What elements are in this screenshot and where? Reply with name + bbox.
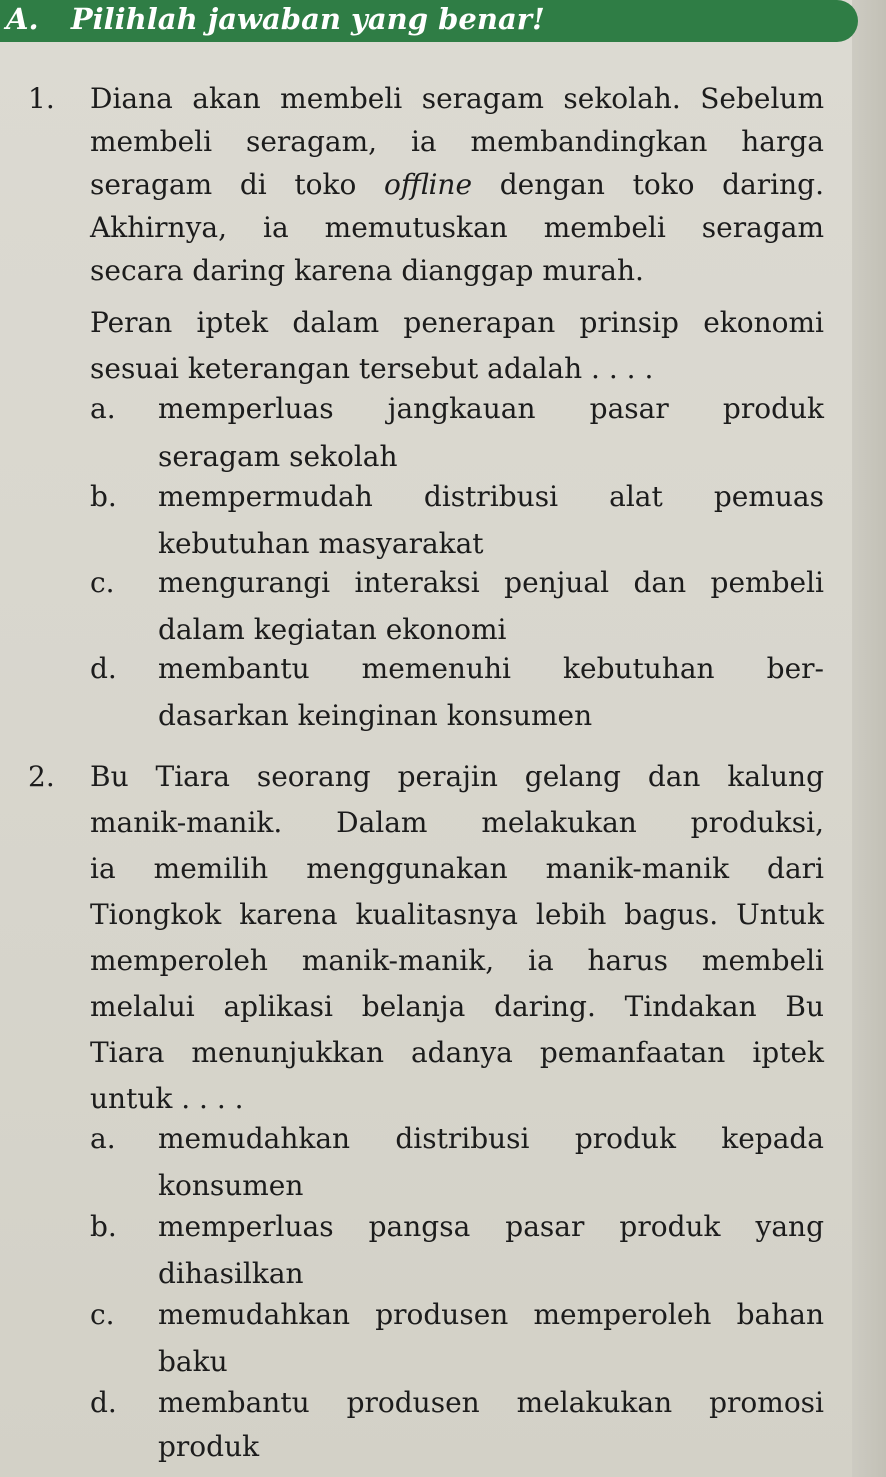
question-stem-line: untuk . . . . (90, 1082, 244, 1115)
question-number: 2. (28, 760, 55, 793)
option-text-line: membantu memenuhi kebutuhan ber- (158, 652, 824, 685)
option-text-line: seragam sekolah (158, 440, 398, 473)
option-text-line: memperluas jangkauan pasar produk (158, 392, 824, 425)
option-text-line: membantu produsen melakukan promosi (158, 1386, 824, 1419)
question-number: 1. (28, 82, 55, 115)
option-text-line: dihasilkan (158, 1257, 304, 1290)
option-text-line: kebutuhan masyarakat (158, 527, 484, 560)
section-header-bar (0, 0, 858, 42)
option-letter: b. (90, 1210, 117, 1243)
option-letter: d. (90, 652, 117, 685)
question-stem-line: Tiara menunjukkan adanya pemanfaatan iptek (90, 1036, 824, 1069)
option-text-line: baku (158, 1345, 228, 1378)
question-stem-line: manik-manik. Dalam melakukan produksi, (90, 806, 824, 839)
question-stem-line: Tiongkok karena kualitasnya lebih bagus. Untuk (90, 898, 824, 931)
option-letter: b. (90, 480, 117, 513)
question-stem-line: Diana akan membeli seragam sekolah. Sebelum (90, 82, 824, 115)
option-letter: c. (90, 566, 115, 599)
option-text-line: dalam kegiatan ekonomi (158, 613, 507, 646)
question-prompt-line: Peran iptek dalam penerapan prinsip ekonomi (90, 306, 824, 339)
option-text-line: mempermudah distribusi alat pemuas (158, 480, 824, 513)
question-stem-line: Akhirnya, ia memutuskan membeli seragam (90, 211, 824, 244)
section-title (6, 2, 545, 36)
question-stem-line: memperoleh manik-manik, ia harus membeli (90, 944, 824, 977)
option-text-line: mengurangi interaksi penjual dan pembeli (158, 566, 824, 599)
option-letter: a. (90, 1122, 116, 1155)
option-text-line: konsumen (158, 1169, 304, 1202)
option-letter: a. (90, 392, 116, 425)
page-edge-shadow (852, 0, 886, 1477)
question-stem-line: membeli seragam, ia membandingkan harga (90, 125, 824, 158)
section-instruction: Pilihlah jawaban yang benar! (70, 2, 545, 36)
option-letter: d. (90, 1386, 117, 1419)
question-stem-line: secara daring karena dianggap murah. (90, 254, 644, 287)
option-letter: c. (90, 1298, 115, 1331)
option-text-line: memudahkan distribusi produk kepada (158, 1122, 824, 1155)
option-text-line: memperluas pangsa pasar produk yang (158, 1210, 824, 1243)
stem-text-after-italic: dengan toko daring. (472, 168, 824, 201)
option-text-line: dasarkan keinginan konsumen (158, 699, 593, 732)
question-prompt-line: sesuai keterangan tersebut adalah . . . . (90, 352, 654, 385)
question-stem-line: melalui aplikasi belanja daring. Tindakan Bu (90, 990, 824, 1023)
stem-text-before-italic: seragam di toko (90, 168, 385, 201)
question-stem-line (90, 168, 824, 202)
section-label: A. (6, 2, 39, 36)
stem-italic-term: offline (384, 168, 473, 201)
option-text-line: produk (158, 1430, 260, 1463)
question-stem-line: ia memilih menggunakan manik-manik dari (90, 852, 824, 885)
option-text-line: memudahkan produsen memperoleh bahan (158, 1298, 824, 1331)
question-stem-line: Bu Tiara seorang perajin gelang dan kalung (90, 760, 824, 793)
